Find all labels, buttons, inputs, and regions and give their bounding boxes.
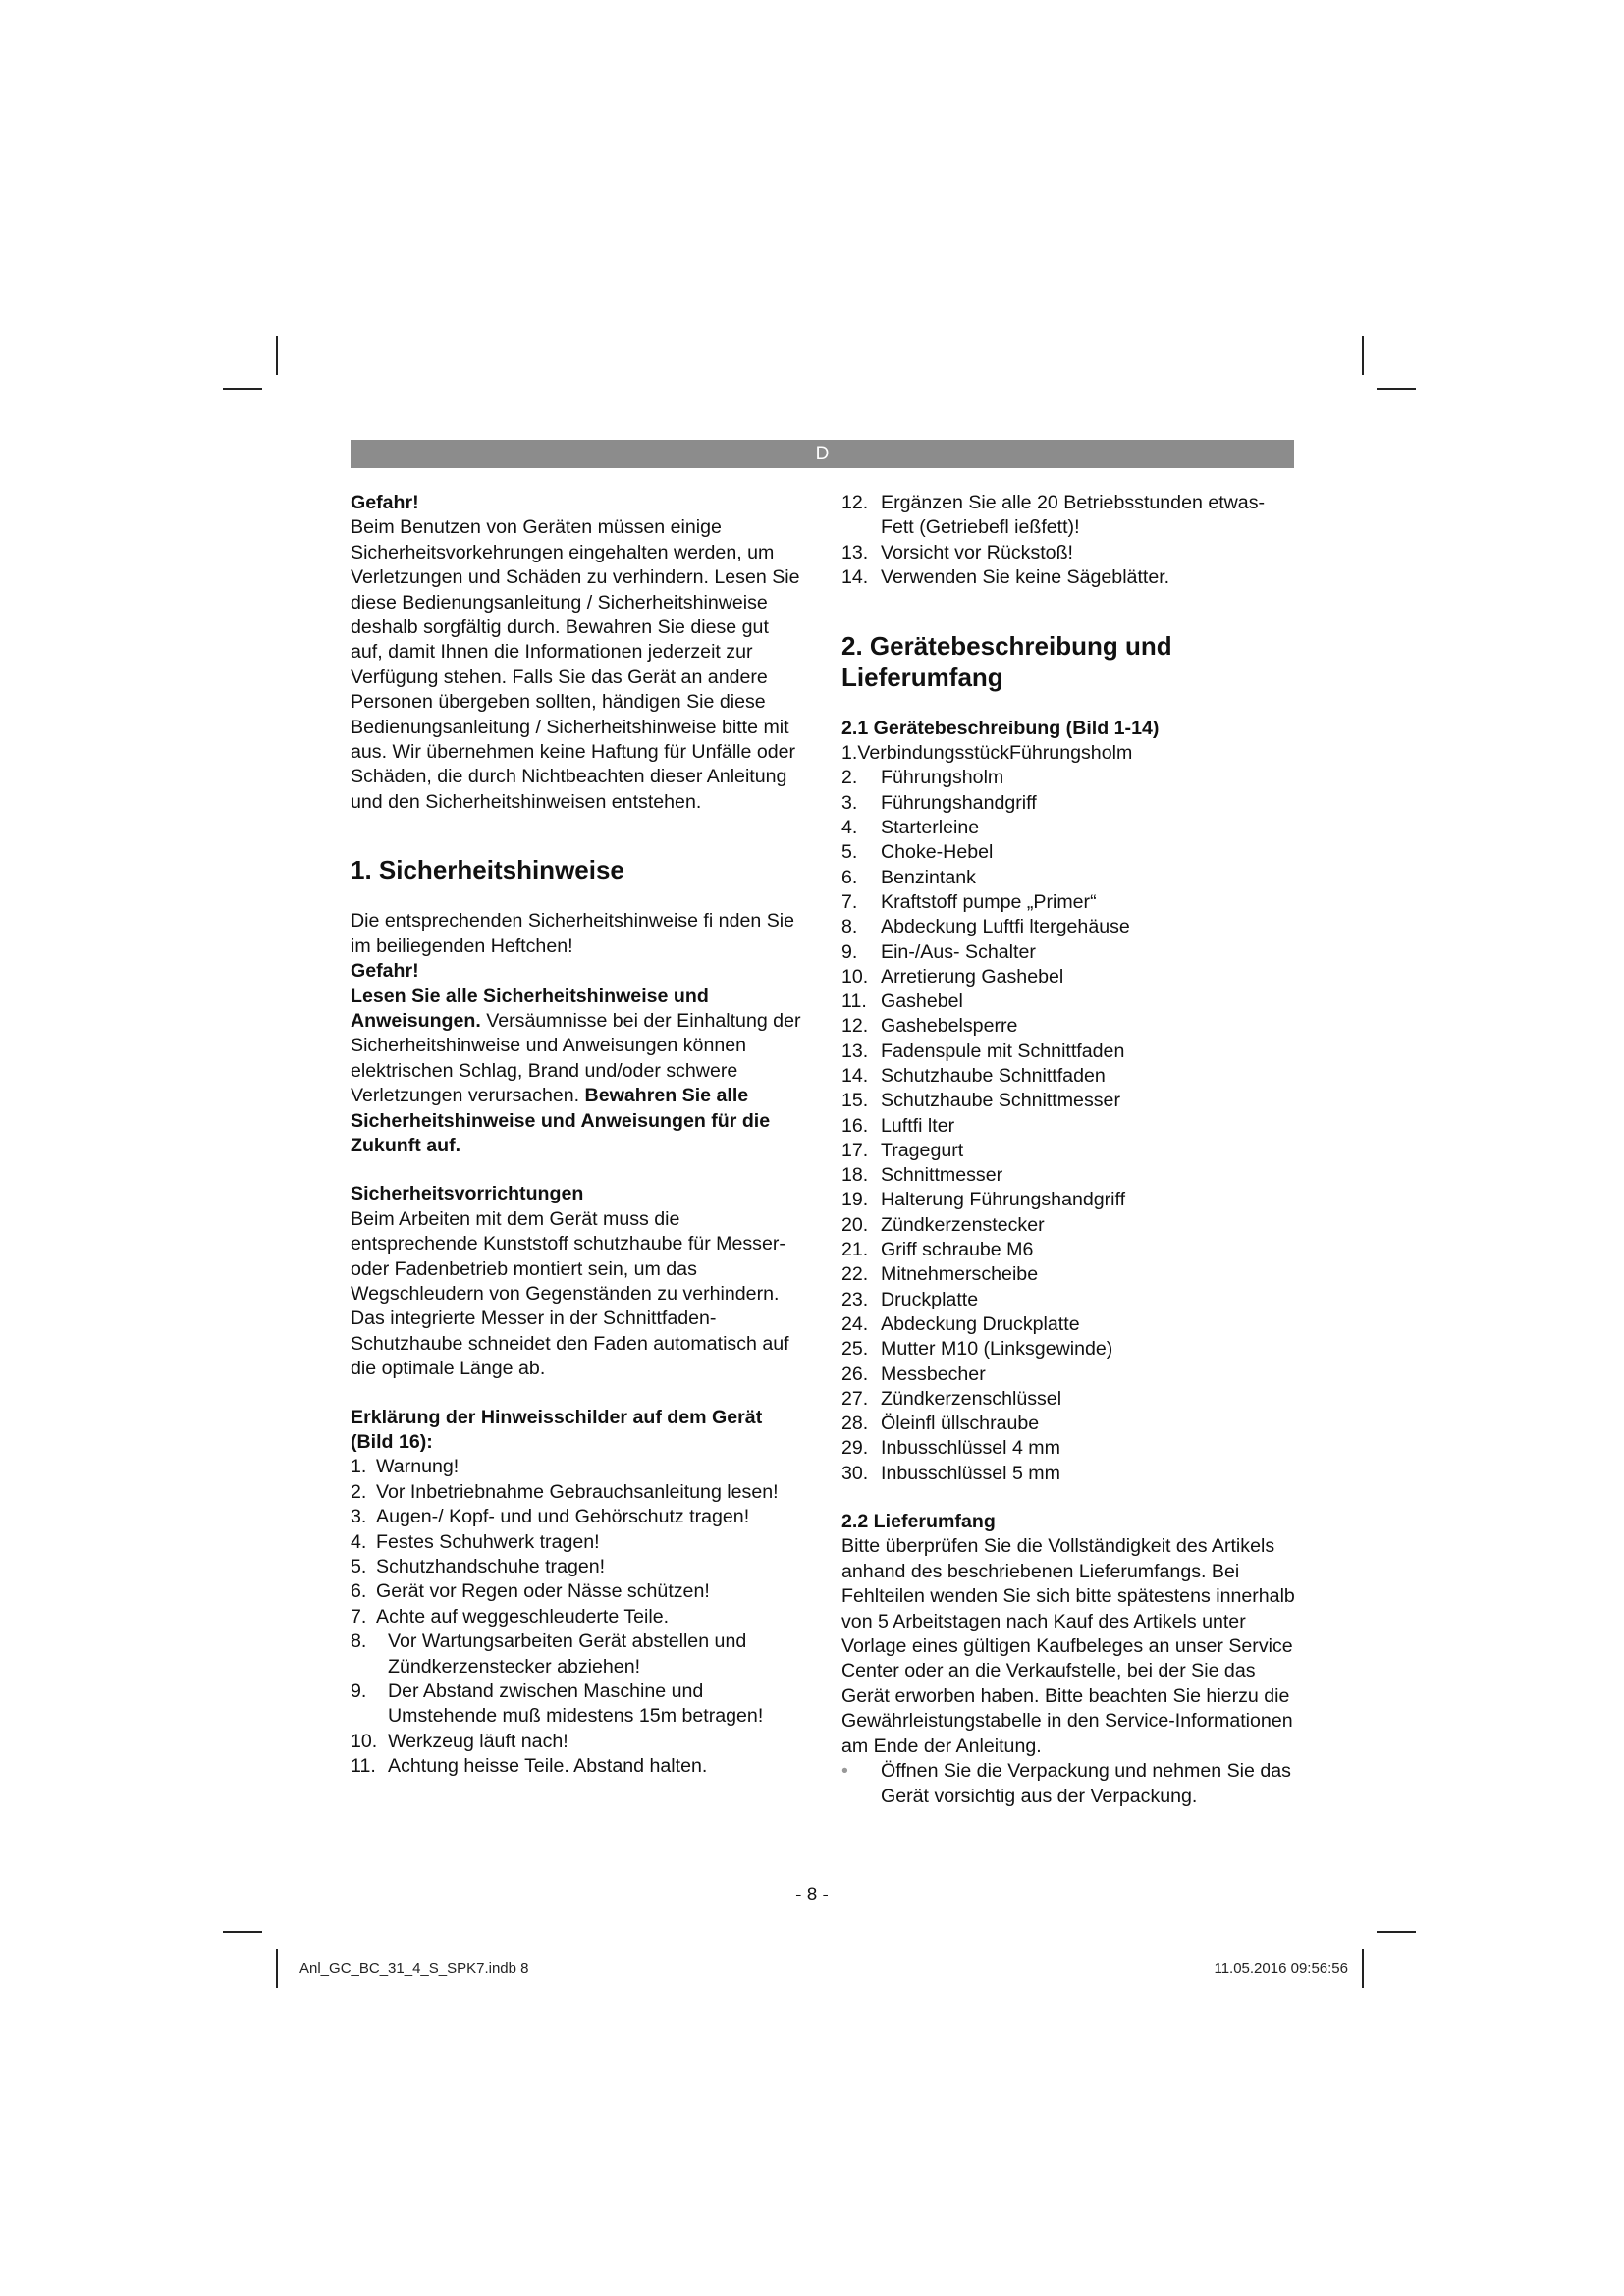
- device-description-heading: 2.1 Gerätebeschreibung (Bild 1-14): [841, 717, 1160, 739]
- warning-text: Versäumnisse bei der Einhaltung der Sicherheitshinweise und Anweisungen können elektrischen Schlag, Brand und/oder schwere Verletzungen verursachen.: [351, 1009, 801, 1107]
- list-item: 2. Vor Inbetriebnahme Gebrauchsanleitung lesen!: [351, 1480, 779, 1503]
- list-item: 10. Arretierung Gashebel: [841, 965, 1064, 988]
- list-item: 4. Festes Schuhwerk tragen!: [351, 1530, 600, 1553]
- right-column: [841, 491, 1295, 1809]
- list-item: 28. Öleinfl üllschraube: [841, 1413, 1040, 1435]
- warning-paragraph: [351, 985, 804, 1159]
- list-item: 9. Ein-/Aus- Schalter: [841, 940, 1036, 963]
- list-item: 14. Verwenden Sie keine Sägeblätter.: [841, 566, 1170, 589]
- intro-paragraph: Beim Benutzen von Geräten müssen einige Sicherheitsvorkehrungen eingehalten werden, um Verletzungen und Schäden zu verhindern. Lesen Sie diese Bedienungsanleitung / Sicherheitshinweise deshalb sorgfältig durch. Bewahren Sie diese gut auf, damit Ihnen die Informationen jederzeit zur Verfügung stehen. Falls Sie das Gerät an andere Personen übergeben sollten, händigen Sie diese Bedienungsanleitung / Sicherheitshinweise bitte mit aus. Wir übernehmen keine Haftung für Unfälle oder Schäden, die durch Nichtbeachten dieser Anleitung und den Sicherheitshinweisen entstehen.: [351, 516, 800, 813]
- list-item: 13. Vorsicht vor Rückstoß!: [841, 541, 1073, 563]
- bullet-text: Öffnen Sie die Verpackung und nehmen Sie das Gerät vorsichtig aus der Verpackung.: [881, 1760, 1291, 1807]
- bullet-icon: •: [841, 1760, 848, 1783]
- list-item: 7. Achte auf weggeschleuderte Teile.: [351, 1605, 670, 1628]
- danger-title: Gefahr!: [351, 492, 419, 513]
- list-item: 23. Druckplatte: [841, 1288, 979, 1310]
- scope-of-delivery-paragraph: Bitte überprüfen Sie die Vollständigkeit des Artikels anhand des beschriebenen Lieferumfangs. Bei Fehlteilen wenden Sie sich bitte spätestens innerhalb von 5 Arbeitstagen nach Kauf des Artikels unter Vorlage eines gültigen Kaufbeleges an unser Service Center oder an die Verkaufstelle, bei der Sie das Gerät erworben haben. Bitte beachten Sie hierzu die Gewährleistungstabelle in den Service-Informationen am Ende der Anleitung.: [841, 1535, 1295, 1757]
- list-item: 25. Mutter M10 (Linksgewinde): [841, 1338, 1113, 1361]
- warning-bold-lead: Lesen Sie alle Sicherheitshinweise und Anweisungen.: [351, 985, 709, 1032]
- list-item: 12. Gashebelsperre: [841, 1015, 1018, 1038]
- scope-of-delivery-heading: 2.2 Lieferumfang: [841, 1511, 996, 1533]
- list-item: 22. Mitnehmerscheibe: [841, 1263, 1039, 1286]
- parts-list: [841, 766, 1295, 1486]
- crop-mark-top-left-vertical: [276, 336, 278, 375]
- language-header-bar: [351, 440, 1294, 468]
- list-item: 6. Gerät vor Regen oder Nässe schützen!: [351, 1580, 710, 1603]
- safety-devices-paragraph: Beim Arbeiten mit dem Gerät muss die entsprechende Kunststoff schutzhaube für Messer- oder Fadenbetrieb montiert sein, um das Wegschleudern von Gegenständen zu verhindern. Das integrierte Messer in der Schnittfaden-Schutzhaube schneidet den Faden automatisch auf die optimale Länge ab.: [351, 1207, 789, 1380]
- list-item: 21. Griff schraube M6: [841, 1239, 1034, 1261]
- parts-first-item: 1.VerbindungsstückFührungsholm: [841, 742, 1133, 765]
- safety-devices-heading: Sicherheitsvorrichtungen: [351, 1183, 584, 1205]
- section2-heading: 2. Gerätebeschreibung und Lieferumfang: [841, 630, 1172, 692]
- list-item: 5. Choke-Hebel: [841, 841, 994, 864]
- list-item: 18. Schnittmesser: [841, 1164, 1003, 1187]
- list-item: [841, 1759, 1295, 1809]
- list-item: 12. Ergänzen Sie alle 20 Betriebsstunden etwas-Fett (Getriebefl ießfett)!: [841, 492, 1266, 539]
- list-item: 19. Halterung Führungshandgriff: [841, 1189, 1126, 1211]
- warning-bold-tail: Bewahren Sie alle Sicherheitshinweise und Anweisungen für die Zukunft auf.: [351, 1085, 771, 1156]
- signs-list: [351, 1455, 804, 1779]
- list-item: 14. Schutzhaube Schnittfaden: [841, 1065, 1106, 1087]
- list-item: 20. Zündkerzenstecker: [841, 1213, 1045, 1236]
- list-item: 27. Zündkerzenschlüssel: [841, 1387, 1062, 1410]
- list-item: 9. Der Abstand zwischen Maschine und Umstehende muß midestens 15m betragen!: [351, 1681, 764, 1728]
- list-item: 30. Inbusschlüssel 5 mm: [841, 1462, 1060, 1484]
- list-item: 1. Warnung!: [351, 1456, 460, 1478]
- list-item: 2. Führungsholm: [841, 767, 1004, 789]
- crop-mark-top-left-horizontal: [223, 388, 262, 390]
- list-item: 16. Luftfi lter: [841, 1114, 955, 1137]
- crop-mark-top-right-vertical: [1362, 336, 1364, 375]
- crop-mark-bottom-left-horizontal: [223, 1931, 262, 1933]
- footer-timestamp: 11.05.2016 09:56:56: [1214, 1960, 1348, 1977]
- crop-mark-top-right-horizontal: [1377, 388, 1416, 390]
- signs-list-continued: [841, 491, 1295, 591]
- section1-heading: 1. Sicherheitshinweise: [351, 855, 624, 885]
- list-item: 24. Abdeckung Druckplatte: [841, 1312, 1080, 1335]
- list-item: 8. Abdeckung Luftfi ltergehäuse: [841, 916, 1130, 938]
- crop-mark-bottom-right-horizontal: [1377, 1931, 1416, 1933]
- left-column: [351, 491, 804, 1780]
- list-item: 3. Führungshandgriff: [841, 791, 1037, 814]
- list-item: 15. Schutzhaube Schnittmesser: [841, 1090, 1120, 1112]
- list-item: 10. Werkzeug läuft nach!: [351, 1730, 568, 1752]
- list-item: 13. Fadenspule mit Schnittfaden: [841, 1040, 1125, 1062]
- list-item: 6. Benzintank: [841, 866, 976, 888]
- list-item: 3. Augen-/ Kopf- und und Gehörschutz tragen!: [351, 1506, 750, 1528]
- crop-mark-bottom-left-vertical: [276, 1949, 278, 1988]
- list-item: 11. Gashebel: [841, 990, 963, 1013]
- list-item: 26. Messbecher: [841, 1362, 986, 1385]
- list-item: 17. Tragegurt: [841, 1139, 964, 1161]
- list-item: 5. Schutzhandschuhe tragen!: [351, 1556, 606, 1578]
- page-number: - 8 -: [795, 1885, 829, 1905]
- language-tab-label: D: [815, 444, 830, 464]
- footer-file-name: Anl_GC_BC_31_4_S_SPK7.indb 8: [299, 1960, 529, 1977]
- signs-heading: Erklärung der Hinweisschilder auf dem Gerät (Bild 16):: [351, 1406, 763, 1453]
- section1-intro: Die entsprechenden Sicherheitshinweise fi nden Sie im beiliegenden Heftchen!: [351, 910, 795, 957]
- list-item: 8. Vor Wartungsarbeiten Gerät abstellen und Zündkerzenstecker abziehen!: [351, 1630, 747, 1678]
- list-item: 29. Inbusschlüssel 4 mm: [841, 1437, 1060, 1460]
- list-item: 7. Kraftstoff pumpe „Primer“: [841, 890, 1097, 913]
- crop-mark-bottom-right-vertical: [1362, 1949, 1364, 1988]
- list-item: 11. Achtung heisse Teile. Abstand halten.: [351, 1755, 708, 1778]
- list-item: 4. Starterleine: [841, 817, 980, 839]
- danger2-title: Gefahr!: [351, 960, 419, 983]
